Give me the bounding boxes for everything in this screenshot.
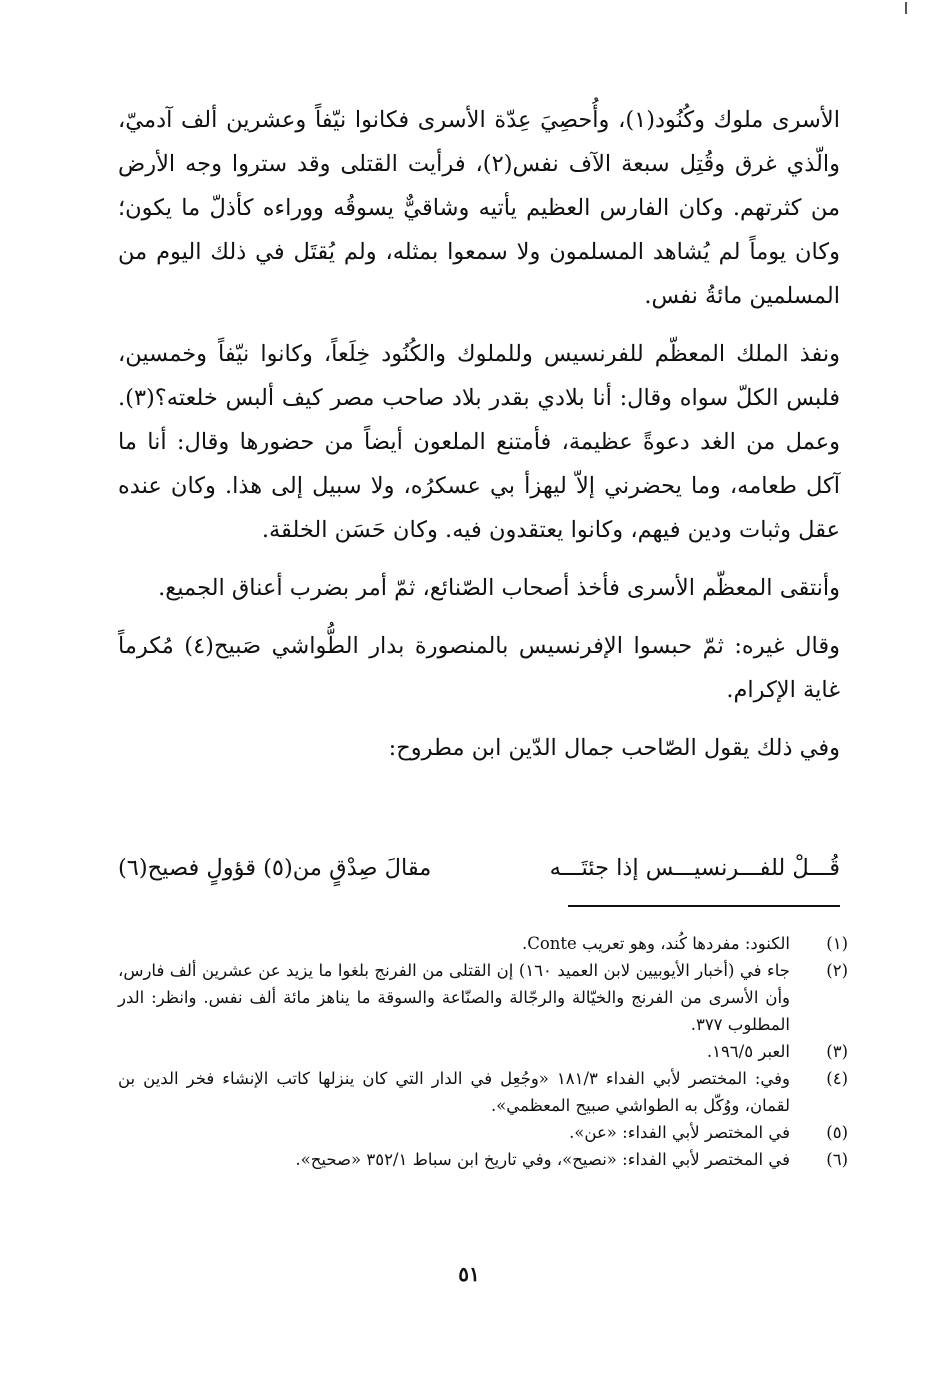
footnotes xyxy=(118,930,848,1173)
footnote-5 xyxy=(118,1119,848,1146)
footnote-4 xyxy=(118,1065,848,1119)
footnote-6 xyxy=(118,1146,848,1173)
verse-second-hemistich: مقالَ صِدْقٍ من(٥) قؤولٍ فصيح(٦) xyxy=(118,855,432,881)
corner-mark xyxy=(905,2,907,14)
footnote-1 xyxy=(118,930,848,957)
paragraph-2: ونفذ الملك المعظّم للفرنسيس وللملوك والكُنُود خِلَعاً، وكانوا نيّفاً وخمسين، فلبس الكلّ سواه وقال: أنا بلادي بقدر بلاد صاحب مصر كيف ألبس خلعته؟(٣). وعمل من الغد دعوةً عظيمة، فأمتنع الملعون أيضاً من حضورها وقال: أنا ما آكل طعامه، وما يحضرني إلاّ ليهزأ بي عسكرُه، ولا سبيل إلى هذا. وكان عنده عقل وثبات ودين فيهم، وكانوا يعتقدون فيه. وكان حَسَن الخلقة. xyxy=(118,341,840,543)
paragraph-3: وأنتقى المعظّم الأسرى فأخذ أصحاب الصّنائع، ثمّ أمر بضرب أعناق الجميع. xyxy=(158,575,840,601)
footnote-number: (٦) xyxy=(826,1150,848,1169)
paragraph-4: وقال غيره: ثمّ حبسوا الإفرنسيس بالمنصورة بدار الطُّواشي صَبيح(٤) مُكرماً غاية الإكرام. xyxy=(118,633,840,703)
footnote-2 xyxy=(118,957,848,1038)
footnote-text: في المختصر لأبي الفداء: «نصيح»، وفي تاريخ ابن سباط ٣٥٢/١ «صحيح». xyxy=(295,1150,790,1169)
main-text xyxy=(118,98,840,784)
footnote-text: في المختصر لأبي الفداء: «عن». xyxy=(569,1123,790,1142)
footnote-text: الكنود: مفردها كُند، وهو تعريب Conte. xyxy=(521,934,790,953)
footnote-number: (٣) xyxy=(826,1042,848,1061)
page-number: ٥١ xyxy=(458,1262,480,1286)
footnote-number: (١) xyxy=(826,934,848,953)
verse-first-hemistich: قُـــلْ للفـــرنسيـــس إذا جئتَـــه xyxy=(549,855,840,881)
footnote-text: جاء في (أخبار الأيوبيين لابن العميد ١٦٠) إن القتلى من الفرنج بلغوا ما يزيد عن عشرين ألف فارس، وأن الأسرى من الفرنج والخيّالة والرجّالة والصنّاعة والسوقة ما يناهز مائة ألف نفس. وانظر: الدر المطلوب ٣٧٧. xyxy=(118,961,790,1034)
footnote-3 xyxy=(118,1038,848,1065)
poem-verse xyxy=(118,846,840,890)
footnote-number: (٥) xyxy=(826,1123,848,1142)
footnote-number: (٢) xyxy=(826,961,848,980)
paragraph-1: الأسرى ملوك وكُنُود(١)، وأُحصِيَ عِدّة الأسرى فكانوا نيّفاً وعشرين ألف آدميّ، والّذي غرق وقُتِل سبعة الآف نفس(٢)، فرأيت القتلى وقد ستروا وجه الأرض من كثرتهم. وكان الفارس العظيم يأتيه وشاقيٌّ يسوقُه ووراءه كأذلّ ما يكون؛ وكان يوماً لم يُشاهد المسلمون ولا سمعوا بمثله، ولم يُقتَل في ذلك اليوم من المسلمين مائةُ نفس. xyxy=(118,107,840,309)
footnote-number: (٤) xyxy=(826,1069,848,1088)
footnote-text: العبر ١٩٦/٥. xyxy=(706,1042,790,1061)
footnote-text: وفي: المختصر لأبي الفداء ١٨١/٣ «وجُعِل في الدار التي كان ينزلها كاتب الإنشاء فخر الدين بن لقمان، ووُكّل به الطواشي صبيح المعظمي». xyxy=(118,1069,790,1115)
paragraph-5: وفي ذلك يقول الصّاحب جمال الدّين ابن مطروح: xyxy=(388,735,840,761)
footnote-separator xyxy=(568,905,840,907)
